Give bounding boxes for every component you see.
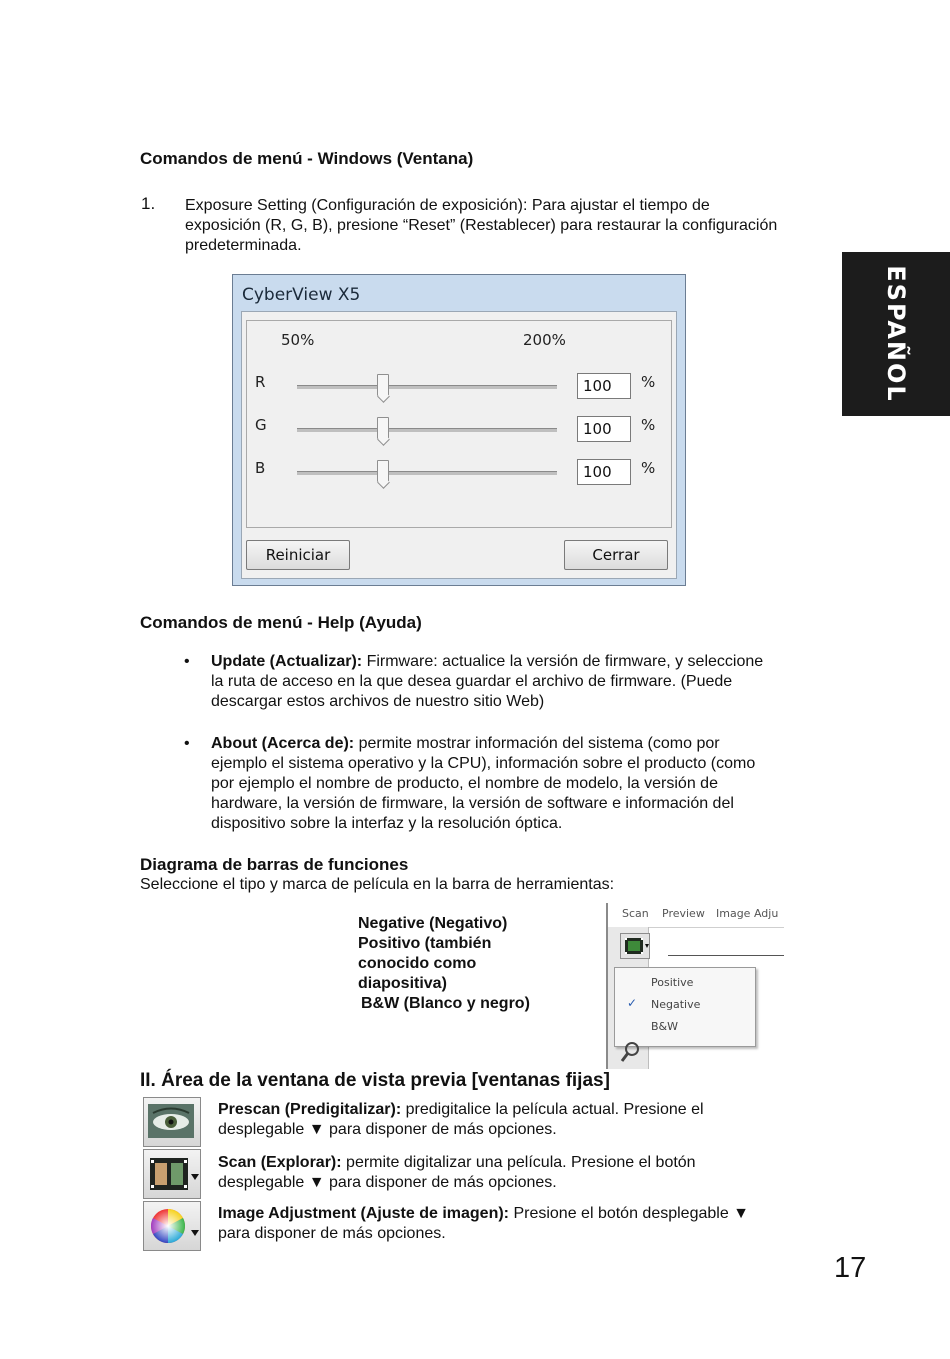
function-bar-heading: Diagrama de barras de funciones [140,855,409,874]
option-bw[interactable]: B&W [651,1020,679,1033]
scan-text: Scan (Explorar): permite digitalizar una película. Presione el botón desplegable ▼ para disponer de más opciones. [218,1154,696,1191]
eye-icon [144,1098,200,1146]
channel-g-slider-thumb[interactable] [377,417,389,439]
channel-r-slider-track[interactable] [297,385,557,389]
channel-g-unit: % [641,416,656,434]
image-adjustment-text: Image Adjustment (Ajuste de imagen): Presione el botón desplegable ▼ para disponer de más opciones. [218,1205,749,1242]
channel-r-unit: % [641,373,656,391]
magnifier-icon [618,1037,648,1067]
channel-b-slider-thumb[interactable] [377,460,389,482]
prescan-text: Prescan (Predigitalizar): predigitalice la película actual. Presione el desplegable ▼ para disponer de más opciones. [218,1101,704,1138]
channel-b-slider-track[interactable] [297,471,557,475]
ruler-line [668,955,784,956]
channel-r-slider-thumb[interactable] [377,374,389,396]
prescan-button[interactable] [143,1097,201,1147]
about-item: About (Acerca de): permite mostrar información del sistema (como por ejemplo el sistema operativo y la CPU), información sobre el producto (como por ejemplo el nombre de producto, el nombre de modelo, la versión de hardware, la versión de firmware, la versión de software e información del dispositivo sobre la interfaz y la resolución óptica. [211,735,756,832]
toolbar-menubar [608,903,784,928]
film-scan-icon [144,1150,200,1198]
dialog-title: CyberView X5 [242,285,361,305]
film-type-list: Negative (Negativo) Positivo (también conocido como diapositiva) B&W (Blanco y negro) [358,915,530,1012]
channel-b-label: B [255,459,266,477]
min-label: 50% [281,331,315,349]
film-type-button[interactable] [620,933,650,959]
channel-g-label: G [255,416,267,434]
checkmark-icon: ✓ [627,996,638,1010]
film-icon [621,934,649,958]
bullet-dot: • [184,653,190,670]
max-label: 200% [523,331,566,349]
function-bar-text: Seleccione el tipo y marca de película en la barra de herramientas: [140,876,615,893]
channel-g-slider-track[interactable] [297,428,557,432]
reset-button[interactable]: Reiniciar [246,540,350,570]
channel-r-value-input[interactable]: 100 [577,373,631,399]
menu-image-adjust[interactable]: Image Adju [716,907,779,920]
windows-menu-heading: Comandos de menú - Windows (Ventana) [140,149,474,168]
dialog-body [241,311,677,579]
menu-preview[interactable]: Preview [662,907,705,920]
bullet-dot: • [184,735,190,752]
item-number: 1. [141,194,156,213]
menu-scan[interactable]: Scan [622,907,649,920]
exposure-dialog [232,274,686,586]
page-number: 17 [834,1252,867,1284]
help-menu-heading: Comandos de menú - Help (Ayuda) [140,613,422,632]
option-negative[interactable]: Negative [651,998,701,1011]
language-tab-label: ESPAÑOL [882,265,910,403]
channel-g-value-input[interactable]: 100 [577,416,631,442]
image-adjustment-button[interactable] [143,1201,201,1251]
exposure-setting-text: Exposure Setting (Configuración de exposición): Para ajustar el tiempo de exposición (R, G, B), presione “Reset” (Restablecer) para restaurar la configuración predeterminada. [185,197,778,254]
channel-b-unit: % [641,459,656,477]
exposure-group [246,320,672,528]
option-positive[interactable]: Positive [651,976,694,989]
preview-area-heading: II. Área de la ventana de vista previa [ventanas fijas] [140,1070,610,1091]
toolbar-screenshot [606,903,784,1069]
color-wheel-icon [144,1202,200,1250]
channel-r-label: R [255,373,266,391]
update-item: Update (Actualizar): Firmware: actualice la versión de firmware, y seleccione la ruta de acceso en la que desea guardar el archivo de firmware. (Puede descargar estos archivos de nuestro sitio Web) [211,653,764,710]
update-label: Update (Actualizar): [211,653,363,670]
channel-b-value-input[interactable]: 100 [577,459,631,485]
scan-button[interactable] [143,1149,201,1199]
language-tab [842,252,950,416]
close-button[interactable]: Cerrar [564,540,668,570]
film-type-dropdown [614,967,756,1047]
about-label: About (Acerca de): [211,735,355,752]
